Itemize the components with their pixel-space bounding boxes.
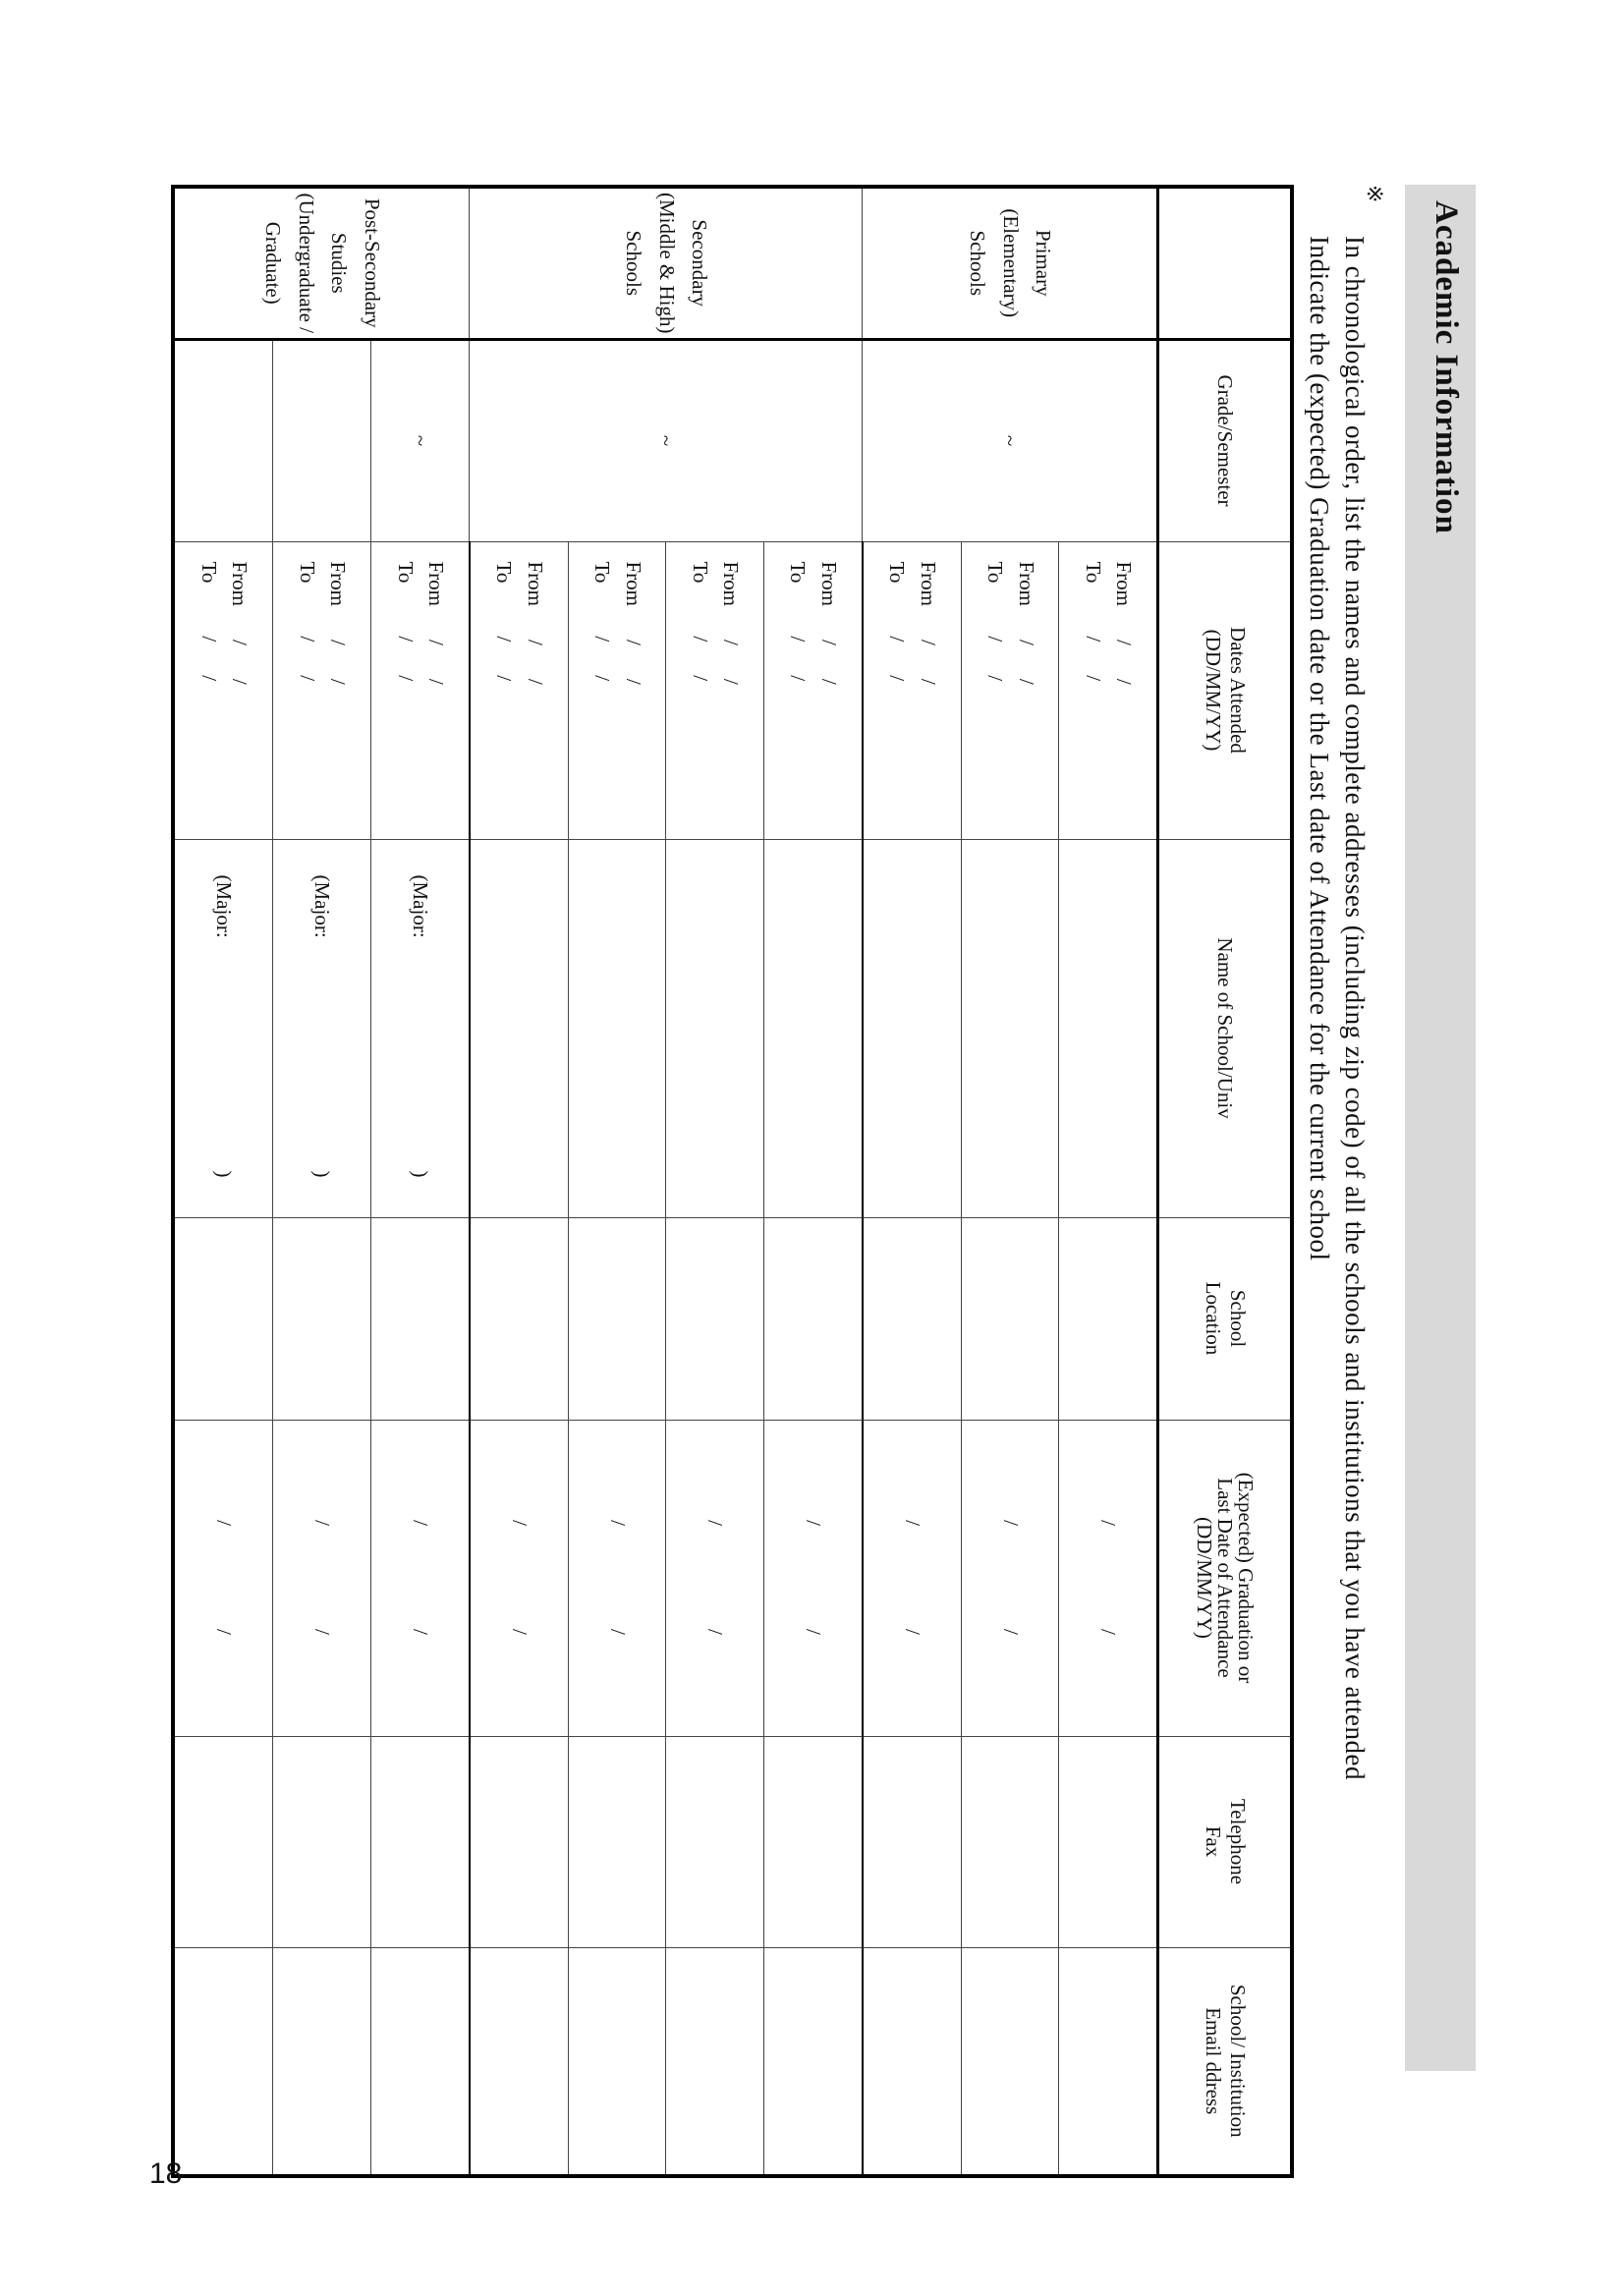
header-name: Name of School/Univ — [1158, 839, 1292, 1217]
dates-cell[interactable] — [666, 541, 764, 839]
slash-mark: / — [590, 636, 615, 643]
from-label: From — [228, 561, 252, 607]
to-label: To — [885, 561, 910, 584]
from-label: From — [326, 561, 351, 607]
grade-cell-post-secondary[interactable] — [371, 339, 470, 541]
slash-mark: / — [326, 678, 351, 685]
to-label: To — [983, 561, 1008, 584]
location-cell[interactable] — [1059, 1217, 1158, 1420]
location-cell[interactable] — [470, 1217, 568, 1420]
slash-mark: / — [703, 1520, 728, 1527]
slash-mark: / — [1081, 675, 1105, 682]
section-post-l1: Post-Secondary Studies — [327, 197, 384, 328]
graduation-cell[interactable] — [568, 1420, 666, 1736]
table-row — [371, 187, 470, 2176]
major-open-label: (Major: — [212, 874, 237, 938]
dates-cell[interactable] — [173, 541, 273, 839]
slash-mark: / — [409, 1520, 433, 1527]
corner-cell — [1158, 187, 1292, 339]
from-label: From — [1112, 561, 1137, 607]
slash-mark: / — [605, 1629, 630, 1636]
school-name-cell[interactable] — [666, 839, 764, 1217]
email-cell[interactable] — [666, 1947, 764, 2176]
to-label: To — [295, 561, 319, 584]
location-cell[interactable] — [371, 1217, 470, 1420]
to-label: To — [393, 561, 418, 584]
to-label: To — [196, 561, 221, 584]
slash-mark: / — [424, 640, 449, 645]
school-name-cell[interactable] — [1059, 839, 1158, 1217]
slash-mark: / — [492, 636, 517, 643]
section-post-l2: (Undergraduate / Graduate) — [261, 193, 318, 333]
slash-mark: / — [228, 640, 252, 645]
phone-cell[interactable] — [666, 1736, 764, 1947]
phone-cell[interactable] — [173, 1736, 273, 1947]
from-label: From — [1014, 561, 1038, 607]
phone-cell[interactable] — [863, 1736, 961, 1947]
to-label: To — [786, 561, 811, 584]
slash-mark: / — [326, 640, 351, 645]
slash-mark: / — [424, 678, 449, 685]
from-label: From — [424, 561, 449, 607]
slash-mark: / — [719, 678, 744, 685]
school-name-cell[interactable] — [470, 839, 568, 1217]
to-label: To — [1081, 561, 1105, 584]
slash-mark: / — [507, 1520, 532, 1527]
grade-cell-secondary[interactable] — [470, 339, 863, 541]
slash-mark: / — [688, 675, 712, 682]
slash-mark: / — [523, 640, 547, 645]
slash-mark: / — [1014, 640, 1038, 645]
dates-cell[interactable] — [273, 541, 371, 839]
header-phone-l2: Fax — [1201, 1825, 1225, 1858]
graduation-cell[interactable] — [173, 1420, 273, 1736]
slash-mark: / — [212, 1520, 237, 1527]
section-primary-l1: Primary (Elementary) — [998, 208, 1056, 318]
slash-mark: / — [900, 1629, 924, 1636]
header-graduation — [1158, 1420, 1292, 1736]
to-label: To — [492, 561, 517, 584]
from-label: From — [816, 561, 841, 607]
school-name-cell[interactable] — [863, 839, 961, 1217]
location-cell[interactable] — [961, 1217, 1059, 1420]
email-cell[interactable] — [173, 1947, 273, 2176]
slash-mark: / — [998, 1629, 1023, 1636]
header-phone-l1: Telephone — [1225, 1798, 1250, 1885]
section-label-post-secondary — [173, 187, 470, 339]
tilde-mark: ~ — [998, 434, 1023, 447]
major-close-label: ) — [212, 1170, 237, 1178]
location-cell[interactable] — [273, 1217, 371, 1420]
major-close-label: ) — [409, 1170, 433, 1178]
table-row — [173, 187, 273, 2176]
slash-mark: / — [605, 1520, 630, 1527]
slash-mark: / — [310, 1520, 335, 1527]
slash-mark: / — [1096, 1520, 1121, 1527]
academic-information-form — [149, 185, 1476, 2138]
phone-cell[interactable] — [568, 1736, 666, 1947]
header-email-l1: School/ Institution — [1225, 1984, 1250, 2138]
school-name-cell[interactable] — [568, 839, 666, 1217]
phone-cell[interactable] — [1059, 1736, 1158, 1947]
slash-mark: / — [621, 640, 645, 645]
slash-mark: / — [885, 675, 910, 682]
slash-mark: / — [998, 1520, 1023, 1527]
graduation-cell[interactable] — [470, 1420, 568, 1736]
slash-mark: / — [983, 636, 1008, 643]
school-name-cell[interactable] — [764, 839, 863, 1217]
major-open-label: (Major: — [409, 874, 433, 938]
location-cell[interactable] — [173, 1217, 273, 1420]
slash-mark: / — [409, 1629, 433, 1636]
location-cell[interactable] — [568, 1217, 666, 1420]
school-name-cell[interactable] — [173, 839, 273, 1217]
location-cell[interactable] — [666, 1217, 764, 1420]
header-grad-l3: (DD/MM/YY) — [1193, 1517, 1217, 1639]
from-label: From — [621, 561, 645, 607]
slash-mark: / — [786, 675, 811, 682]
header-location — [1158, 1217, 1292, 1420]
phone-cell[interactable] — [961, 1736, 1059, 1947]
slash-mark: / — [703, 1629, 728, 1636]
slash-mark: / — [801, 1629, 825, 1636]
header-email-l2: Email ddress — [1201, 2007, 1225, 2115]
header-location-l1: School — [1225, 1289, 1250, 1348]
dates-cell[interactable] — [1059, 541, 1158, 839]
email-cell[interactable] — [371, 1947, 470, 2176]
location-cell[interactable] — [863, 1217, 961, 1420]
to-label: To — [688, 561, 712, 584]
major-close-label: ) — [310, 1170, 335, 1178]
dates-cell[interactable] — [371, 541, 470, 839]
grade-cell-primary[interactable] — [863, 339, 1158, 541]
table-row — [764, 187, 863, 2176]
table-row — [1059, 187, 1158, 2176]
header-row — [1158, 187, 1292, 2176]
slash-mark: / — [590, 675, 615, 682]
title-band — [1405, 185, 1476, 2071]
header-grad-l2: Last Date of Attendance — [1213, 1478, 1238, 1678]
slash-mark: / — [212, 1629, 237, 1636]
slash-mark: / — [196, 675, 221, 682]
table-row — [273, 187, 371, 2176]
graduation-cell[interactable] — [863, 1420, 961, 1736]
header-grad-l1: (Expected) Graduation or — [1234, 1472, 1259, 1684]
header-dates — [1158, 541, 1292, 839]
slash-mark: / — [1112, 678, 1137, 685]
slash-mark: / — [310, 1629, 335, 1636]
from-label: From — [916, 561, 940, 607]
slash-mark: / — [393, 636, 418, 643]
slash-mark: / — [196, 636, 221, 643]
graduation-cell[interactable] — [666, 1420, 764, 1736]
header-dates-l2: (DD/MM/YY) — [1201, 629, 1225, 752]
email-cell[interactable] — [470, 1947, 568, 2176]
slash-mark: / — [1014, 678, 1038, 685]
slash-mark: / — [1081, 636, 1105, 643]
instruction-line-1: In chronological order, list the names and complete addresses (including zip code) of all the schools and institutions that you have attended — [1340, 236, 1370, 1781]
phone-cell[interactable] — [273, 1736, 371, 1947]
dates-cell[interactable] — [863, 541, 961, 839]
slash-mark: / — [816, 678, 841, 685]
grade-cell-blank[interactable] — [273, 339, 371, 541]
graduation-cell[interactable] — [273, 1420, 371, 1736]
dates-cell[interactable] — [764, 541, 863, 839]
email-cell[interactable] — [961, 1947, 1059, 2176]
school-name-cell[interactable] — [273, 839, 371, 1217]
slash-mark: / — [1096, 1629, 1121, 1636]
grade-cell-blank[interactable] — [173, 339, 273, 541]
slash-mark: / — [393, 675, 418, 682]
note-mark: ※ — [1363, 185, 1387, 203]
page-number: 18 — [149, 2157, 183, 2190]
section-label-secondary — [470, 187, 863, 339]
from-label: From — [523, 561, 547, 607]
header-dates-l1: Dates Attended — [1225, 627, 1250, 754]
school-name-cell[interactable] — [961, 839, 1059, 1217]
dates-cell[interactable] — [961, 541, 1059, 839]
slash-mark: / — [492, 675, 517, 682]
slash-mark: / — [900, 1520, 924, 1527]
slash-mark: / — [885, 636, 910, 643]
section-primary-l2: Schools — [966, 230, 990, 296]
header-phone — [1158, 1736, 1292, 1947]
section-label-primary — [863, 187, 1158, 339]
slash-mark: / — [1112, 640, 1137, 645]
email-cell[interactable] — [863, 1947, 961, 2176]
page-title: Academic Information — [1428, 200, 1464, 534]
slash-mark: / — [916, 640, 940, 645]
instruction-line-2: Indicate the (expected) Graduation date or the Last date of Attendance for the current school — [1305, 236, 1334, 1261]
to-label: To — [590, 561, 615, 584]
slash-mark: / — [295, 675, 319, 682]
phone-cell[interactable] — [764, 1736, 863, 1947]
slash-mark: / — [816, 640, 841, 645]
slash-mark: / — [228, 678, 252, 685]
major-open-label: (Major: — [310, 874, 335, 938]
slash-mark: / — [801, 1520, 825, 1527]
graduation-cell[interactable] — [764, 1420, 863, 1736]
section-secondary-l1: Secondary (Middle & High) — [654, 193, 712, 334]
location-cell[interactable] — [764, 1217, 863, 1420]
slash-mark: / — [523, 678, 547, 685]
slash-mark: / — [507, 1629, 532, 1636]
graduation-cell[interactable] — [371, 1420, 470, 1736]
school-name-cell[interactable] — [371, 839, 470, 1217]
slash-mark: / — [688, 636, 712, 643]
phone-cell[interactable] — [371, 1736, 470, 1947]
email-cell[interactable] — [1059, 1947, 1158, 2176]
email-cell[interactable] — [764, 1947, 863, 2176]
slash-mark: / — [295, 636, 319, 643]
graduation-cell[interactable] — [1059, 1420, 1158, 1736]
header-location-l2: Location — [1201, 1281, 1225, 1356]
slash-mark: / — [621, 678, 645, 685]
tilde-mark: ~ — [409, 434, 433, 447]
section-secondary-l2: Schools — [622, 230, 646, 296]
slash-mark: / — [786, 636, 811, 643]
dates-cell[interactable] — [568, 541, 666, 839]
from-label: From — [719, 561, 744, 607]
graduation-cell[interactable] — [961, 1420, 1059, 1736]
header-grade: Grade/Semester — [1158, 339, 1292, 541]
email-cell[interactable] — [273, 1947, 371, 2176]
slash-mark: / — [916, 678, 940, 685]
tilde-mark: ~ — [654, 434, 679, 447]
slash-mark: / — [719, 640, 744, 645]
slash-mark: / — [983, 675, 1008, 682]
dates-cell[interactable] — [470, 541, 568, 839]
phone-cell[interactable] — [470, 1736, 568, 1947]
email-cell[interactable] — [568, 1947, 666, 2176]
header-email — [1158, 1947, 1292, 2176]
academic-history-table — [171, 185, 1294, 2178]
